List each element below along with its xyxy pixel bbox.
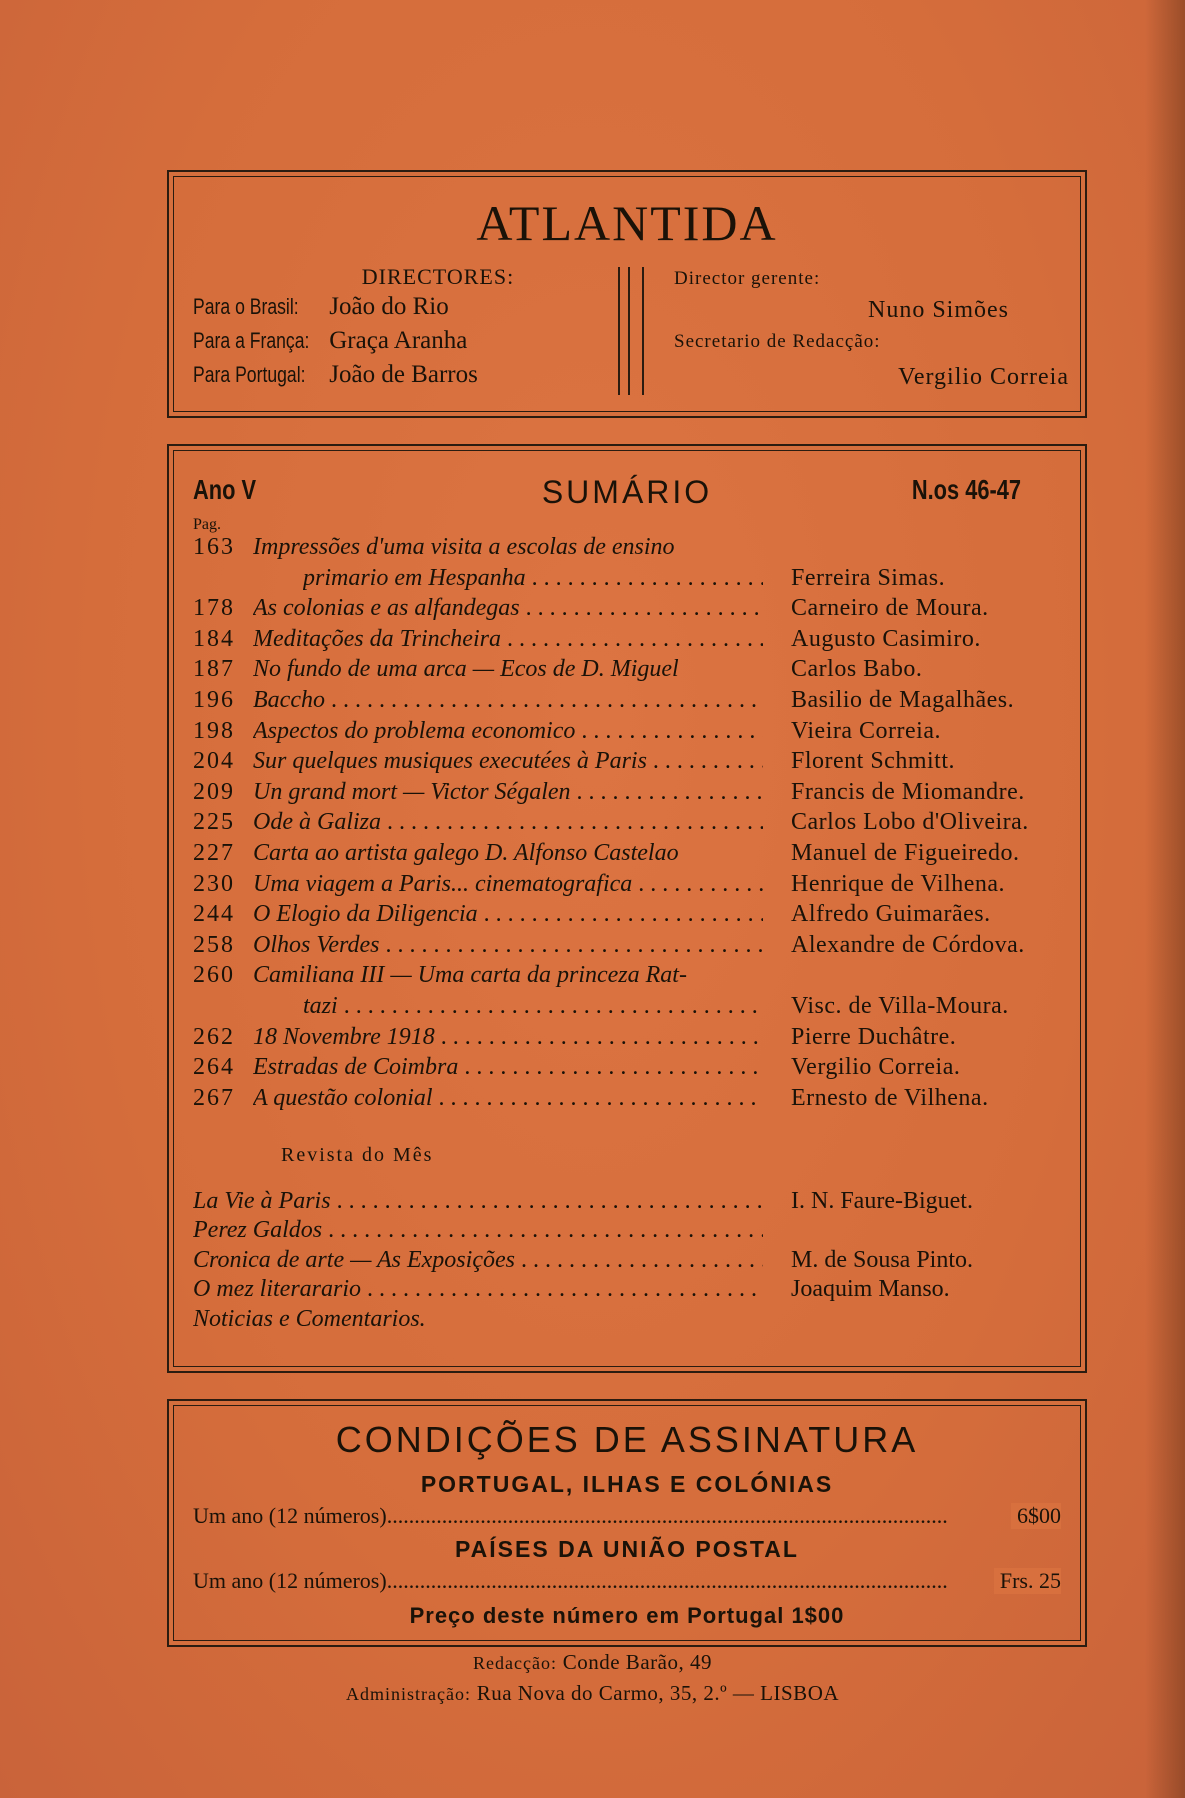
- toc-author: Carneiro de Moura.: [791, 595, 989, 622]
- toc-title: Ode à Galiza . . .: [253, 809, 763, 836]
- toc-title: Olhos Verdes . . .: [253, 932, 763, 959]
- toc-page-number: 230: [193, 870, 235, 897]
- toc-entry: [193, 962, 1063, 993]
- toc-author: Alexandre de Córdova.: [791, 931, 1025, 958]
- price-label: Um ano (12 números) .....: [193, 1568, 973, 1594]
- magazine-title: ATLANTIDA: [476, 195, 778, 251]
- directores-block: [193, 264, 623, 392]
- revista-entry: [193, 1247, 1063, 1276]
- price-value: Frs. 25: [994, 1568, 1061, 1594]
- toc-page-number: 204: [193, 748, 235, 775]
- toc-page-number: 184: [193, 625, 235, 652]
- toc-entry: [193, 840, 1063, 871]
- revista-entry: [193, 1306, 1063, 1335]
- region-uniao-postal: PAÍSES DA UNIÃO POSTAL: [455, 1536, 799, 1562]
- toc-author: Ernesto de Vilhena.: [791, 1084, 989, 1111]
- revista-title: Cronica de arte — As Exposições . . .: [193, 1247, 763, 1274]
- toc-title: Aspectos do problema economico . . .: [253, 718, 763, 745]
- toc-entry: [193, 656, 1063, 687]
- price-row-portugal: [193, 1503, 1061, 1533]
- toc-title: No fundo de uma arca — Ecos de D. Miguel: [253, 656, 679, 683]
- toc-page-number: 267: [193, 1084, 235, 1111]
- price-label: Um ano (12 números) .....: [193, 1503, 973, 1529]
- director-franca: Para a França: Graça Aranha: [193, 327, 468, 354]
- toc-entry: [193, 1024, 1063, 1055]
- toc-page-number: 262: [193, 1023, 235, 1050]
- region-portugal: PORTUGAL, ILHAS E COLÓNIAS: [420, 1471, 834, 1497]
- revista-title: La Vie à Paris . . .: [193, 1188, 763, 1215]
- directores-label: DIRECTORES:: [361, 264, 515, 289]
- toc-entry: [193, 718, 1063, 749]
- toc-title: A questão colonial . . .: [253, 1085, 763, 1112]
- summary-header: [193, 474, 1061, 514]
- director-portugal: Para Portugal: João de Barros: [193, 361, 478, 388]
- toc-author: Alfredo Guimarães.: [791, 901, 991, 928]
- revista-label: Revista do Mês: [281, 1144, 434, 1166]
- toc-title: Estradas de Coimbra . . .: [253, 1054, 763, 1081]
- toc-title: tazi . . .: [303, 993, 763, 1020]
- toc-page-number: 163: [193, 534, 235, 560]
- revista-author: M. de Sousa Pinto.: [791, 1246, 974, 1273]
- toc-entry: [193, 748, 1063, 779]
- pag-label: Pag.: [193, 516, 221, 533]
- secretario-label: Secretario de Redacção:: [674, 331, 881, 352]
- toc-author: Manuel de Figueiredo.: [791, 839, 1020, 866]
- subscription-title: CONDIÇÕES DE ASSINATURA: [335, 1419, 919, 1460]
- director-gerente-label: Director gerente:: [674, 268, 821, 289]
- toc-author: Basilio de Magalhães.: [791, 686, 1015, 713]
- toc-page-number: 198: [193, 717, 235, 744]
- toc-author: Ferreira Simas.: [791, 564, 946, 591]
- toc-page-number: 264: [193, 1054, 235, 1081]
- revista-author: I. N. Faure-Biguet.: [791, 1188, 973, 1214]
- toc-entry: [193, 595, 1063, 626]
- toc-entry: [193, 779, 1063, 810]
- toc-entry: [193, 871, 1063, 902]
- director-brasil: Para o Brasil: João do Rio: [193, 293, 449, 320]
- toc-author: Visc. de Villa-Moura.: [791, 992, 1009, 1019]
- redaccao-address: Conde Barão, 49: [562, 1650, 712, 1674]
- toc-entry: [193, 993, 1063, 1024]
- toc-entry: [193, 901, 1063, 932]
- revista-entry: [193, 1188, 1063, 1217]
- redaccao-label: Redacção:: [473, 1653, 557, 1673]
- toc-page-number: 209: [193, 778, 235, 805]
- table-of-contents: [193, 534, 1063, 1115]
- administracao-label: Administração:: [345, 1684, 471, 1704]
- toc-page-number: 187: [193, 656, 235, 683]
- revista-entry: [193, 1217, 1063, 1246]
- toc-title: Un grand mort — Victor Ségalen . . .: [253, 779, 763, 806]
- toc-title: O Elogio da Diligencia . . .: [253, 901, 763, 928]
- toc-entry: [193, 809, 1063, 840]
- price-row-uniao-postal: [193, 1568, 1061, 1598]
- toc-entry: [193, 626, 1063, 657]
- revista-entry: [193, 1276, 1063, 1305]
- toc-title: Carta ao artista galego D. Alfonso Castelao: [253, 839, 679, 866]
- toc-author: Carlos Lobo d'Oliveira.: [791, 809, 1029, 836]
- toc-entry: [193, 1054, 1063, 1085]
- revista-title: Perez Galdos . . .: [193, 1217, 763, 1244]
- toc-entry: [193, 932, 1063, 963]
- administracao-address: Rua Nova do Carmo, 35, 2.º — LISBOA: [476, 1681, 840, 1705]
- toc-title: Camiliana III — Uma carta da princeza Rat-: [253, 962, 687, 989]
- toc-page-number: 258: [193, 931, 235, 958]
- redaccao-line: [0, 1650, 1185, 1675]
- toc-author: Francis de Miomandre.: [791, 778, 1025, 805]
- price-value: 6$00: [1011, 1503, 1061, 1529]
- toc-page-number: 244: [193, 901, 235, 928]
- toc-page-number: 178: [193, 595, 235, 622]
- toc-title: primario em Hespanha . . .: [303, 565, 763, 592]
- toc-title: Baccho . . .: [253, 687, 763, 714]
- subscription-box: [167, 1399, 1087, 1647]
- toc-entry: [193, 565, 1063, 596]
- toc-title: 18 Novembre 1918 . . .: [253, 1024, 763, 1051]
- toc-author: Pierre Duchâtre.: [791, 1023, 957, 1050]
- toc-entry: [193, 687, 1063, 718]
- administracao-line: [0, 1681, 1185, 1706]
- toc-page-number: 196: [193, 686, 235, 713]
- column-divider: [618, 267, 644, 395]
- toc-page-number: 225: [193, 809, 235, 836]
- summary-title: SUMÁRIO: [541, 474, 713, 510]
- toc-entry: [193, 534, 1063, 565]
- toc-title: Meditações da Trincheira . . .: [253, 626, 763, 653]
- toc-author: Vieira Correia.: [791, 717, 941, 744]
- toc-title: Impressões d'uma visita a escolas de ensino: [253, 534, 675, 560]
- revista-title: O mez literarario . . .: [193, 1276, 763, 1303]
- issue-price: Preço deste número em Portugal 1$00: [409, 1603, 845, 1628]
- toc-author: Florent Schmitt.: [791, 748, 955, 775]
- ano-label: Ano V: [193, 474, 257, 505]
- toc-author: Carlos Babo.: [791, 656, 923, 683]
- issue-number: N.os 46-47: [911, 474, 1021, 505]
- toc-page-number: 227: [193, 839, 235, 866]
- revista-author: Joaquim Manso.: [791, 1276, 950, 1303]
- toc-title: Uma viagem a Paris... cinematografica . . .: [253, 871, 763, 898]
- director-gerente-name: Nuno Simões: [867, 297, 1009, 323]
- secretario-name: Vergilio Correia: [898, 364, 1069, 390]
- toc-entry: [193, 1085, 1063, 1116]
- summary-box: [167, 444, 1087, 1373]
- toc-page-number: 260: [193, 962, 235, 989]
- header-box: [167, 170, 1087, 418]
- toc-title: As colonias e as alfandegas . . .: [253, 595, 763, 622]
- revista-list: [193, 1188, 1063, 1335]
- toc-title: Sur quelques musiques executées à Paris . . .: [253, 748, 763, 775]
- gerencia-block: [674, 264, 1069, 396]
- toc-author: Augusto Casimiro.: [791, 625, 981, 652]
- spine-shadow: [1145, 0, 1185, 1798]
- toc-author: Vergilio Correia.: [791, 1054, 961, 1081]
- revista-title: Noticias e Comentarios.: [193, 1305, 426, 1332]
- toc-author: Henrique de Vilhena.: [791, 870, 1006, 897]
